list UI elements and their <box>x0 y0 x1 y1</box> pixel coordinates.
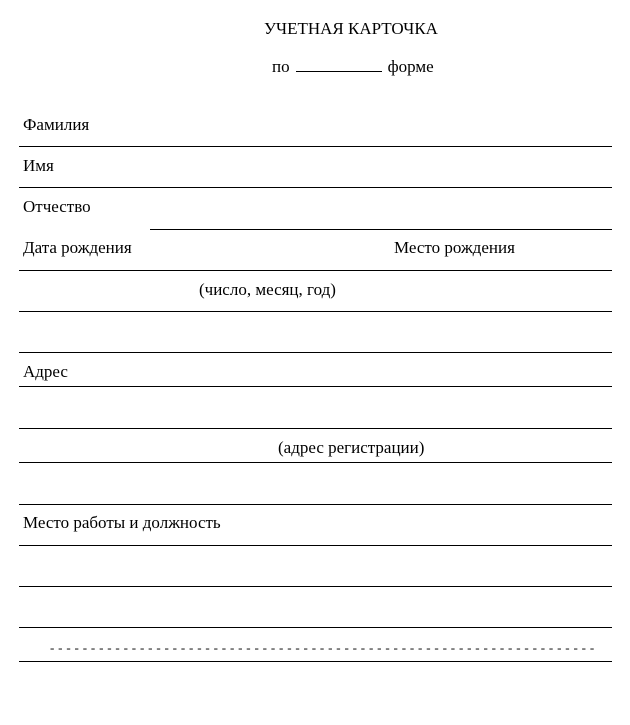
form-name-blank[interactable] <box>296 56 382 72</box>
birth-line-2[interactable] <box>19 311 612 312</box>
workplace-line-1[interactable] <box>19 545 612 546</box>
first-name-line[interactable] <box>19 187 612 188</box>
birth-place-label: Место рождения <box>394 238 515 257</box>
patronymic-label: Отчество <box>23 197 91 216</box>
surname-line[interactable] <box>19 146 612 147</box>
final-line[interactable] <box>19 661 612 662</box>
address-line-2[interactable] <box>19 428 612 429</box>
card-title: УЧЕТНАЯ КАРТОЧКА <box>264 19 438 38</box>
address-hint: (адрес регистрации) <box>278 438 425 457</box>
birth-date-hint: (число, месяц, год) <box>199 280 336 299</box>
form-prefix: по <box>272 57 290 76</box>
blank-line-1[interactable] <box>19 352 612 353</box>
first-name-label: Имя <box>23 156 54 175</box>
workplace-label: Место работы и должность <box>23 513 221 532</box>
address-label: Адрес <box>23 362 68 381</box>
birth-date-label: Дата рождения <box>23 238 132 257</box>
address-line-1[interactable] <box>19 386 612 387</box>
surname-label: Фамилия <box>23 115 90 134</box>
workplace-line-2[interactable] <box>19 586 612 587</box>
address-line-3[interactable] <box>19 462 612 463</box>
address-line-4[interactable] <box>19 504 612 505</box>
form-suffix: форме <box>387 57 434 76</box>
form-line <box>272 56 434 77</box>
workplace-line-3[interactable] <box>19 627 612 628</box>
birth-line[interactable] <box>19 270 612 271</box>
dashed-separator: - - - - - - - - - - - - - - - - - - - - - - - - - - - - - - - - - - - - - - - - - - - - - - - - - - - - - - - - - - - - - - - - - - - <box>50 640 595 655</box>
patronymic-line[interactable] <box>150 229 612 230</box>
